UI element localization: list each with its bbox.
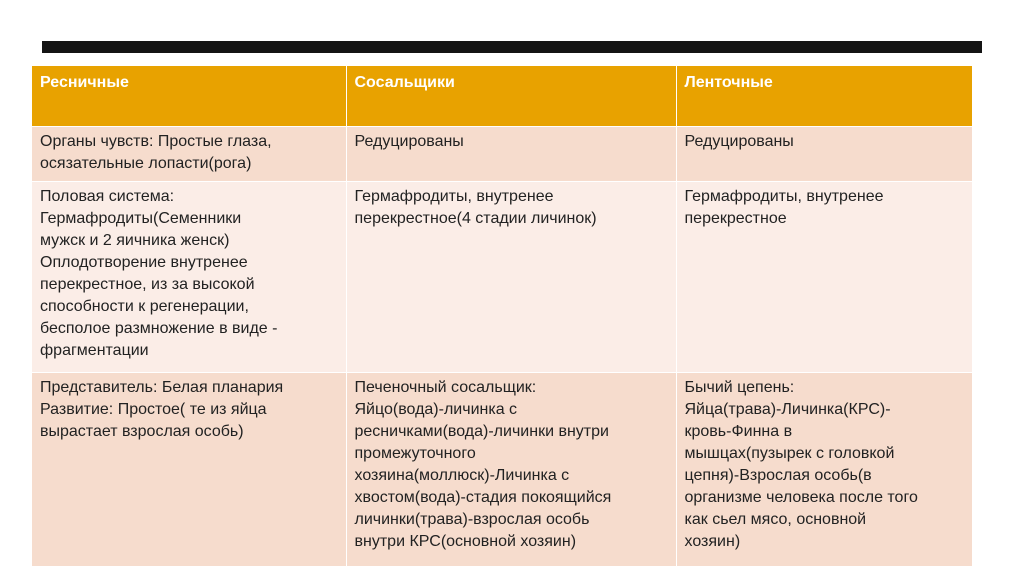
table-row — [32, 181, 972, 372]
cell-text: Редуцированы — [684, 132, 794, 150]
table-row — [32, 372, 972, 566]
table-cell — [676, 126, 972, 181]
header-cell-flukes: Сосальщики — [346, 66, 676, 126]
cell-text: Половая система: Гермафродиты(Семенники мужск и 2 яичника женск) Оплодотворение внутренее перекрестное, из за высокой способности к регенерации, бесполое размножение в виде - фрагментации — [40, 187, 278, 359]
cell-text: Печеночный сосальщик: Яйцо(вода)-личинка с ресничками(вода)-личинки внутри промежуточного хозяина(моллюск)-Личинка с хвостом(вода)-стадия покоящийся личинки(трава)-взрослая особь внутри КРС(основной хозяин) — [354, 378, 612, 550]
table-cell — [32, 372, 346, 566]
table-header-row — [32, 66, 972, 126]
cell-text: Представитель: Белая планария Развитие: Простое( те из яйца вырастает взрослая особь) — [40, 378, 284, 440]
table-cell — [346, 372, 676, 566]
top-divider-bar — [42, 41, 982, 53]
cell-text: Органы чувств: Простые глаза, осязательные лопасти(рога) — [40, 132, 272, 172]
table-cell — [32, 126, 346, 181]
cell-text: Гермафродиты, внутренее перекрестное — [684, 187, 884, 227]
header-cell-ciliated: Ресничные — [32, 66, 346, 126]
table-cell — [676, 181, 972, 372]
table-cell — [32, 181, 346, 372]
cell-text: Гермафродиты, внутренее перекрестное(4 стадии личинок) — [354, 187, 597, 227]
table-cell — [346, 181, 676, 372]
table-cell — [676, 372, 972, 566]
cell-text: Редуцированы — [354, 132, 464, 150]
table-cell — [346, 126, 676, 181]
comparison-table — [32, 66, 972, 566]
header-cell-tapeworms: Ленточные — [676, 66, 972, 126]
table-row — [32, 126, 972, 181]
cell-text: Бычий цепень: Яйца(трава)-Личинка(КРС)- кровь-Финна в мышцах(пузырек с головкой цепня)-Взрослая особь(в организме человека после того как сьел мясо, основной хозяин) — [684, 378, 918, 550]
